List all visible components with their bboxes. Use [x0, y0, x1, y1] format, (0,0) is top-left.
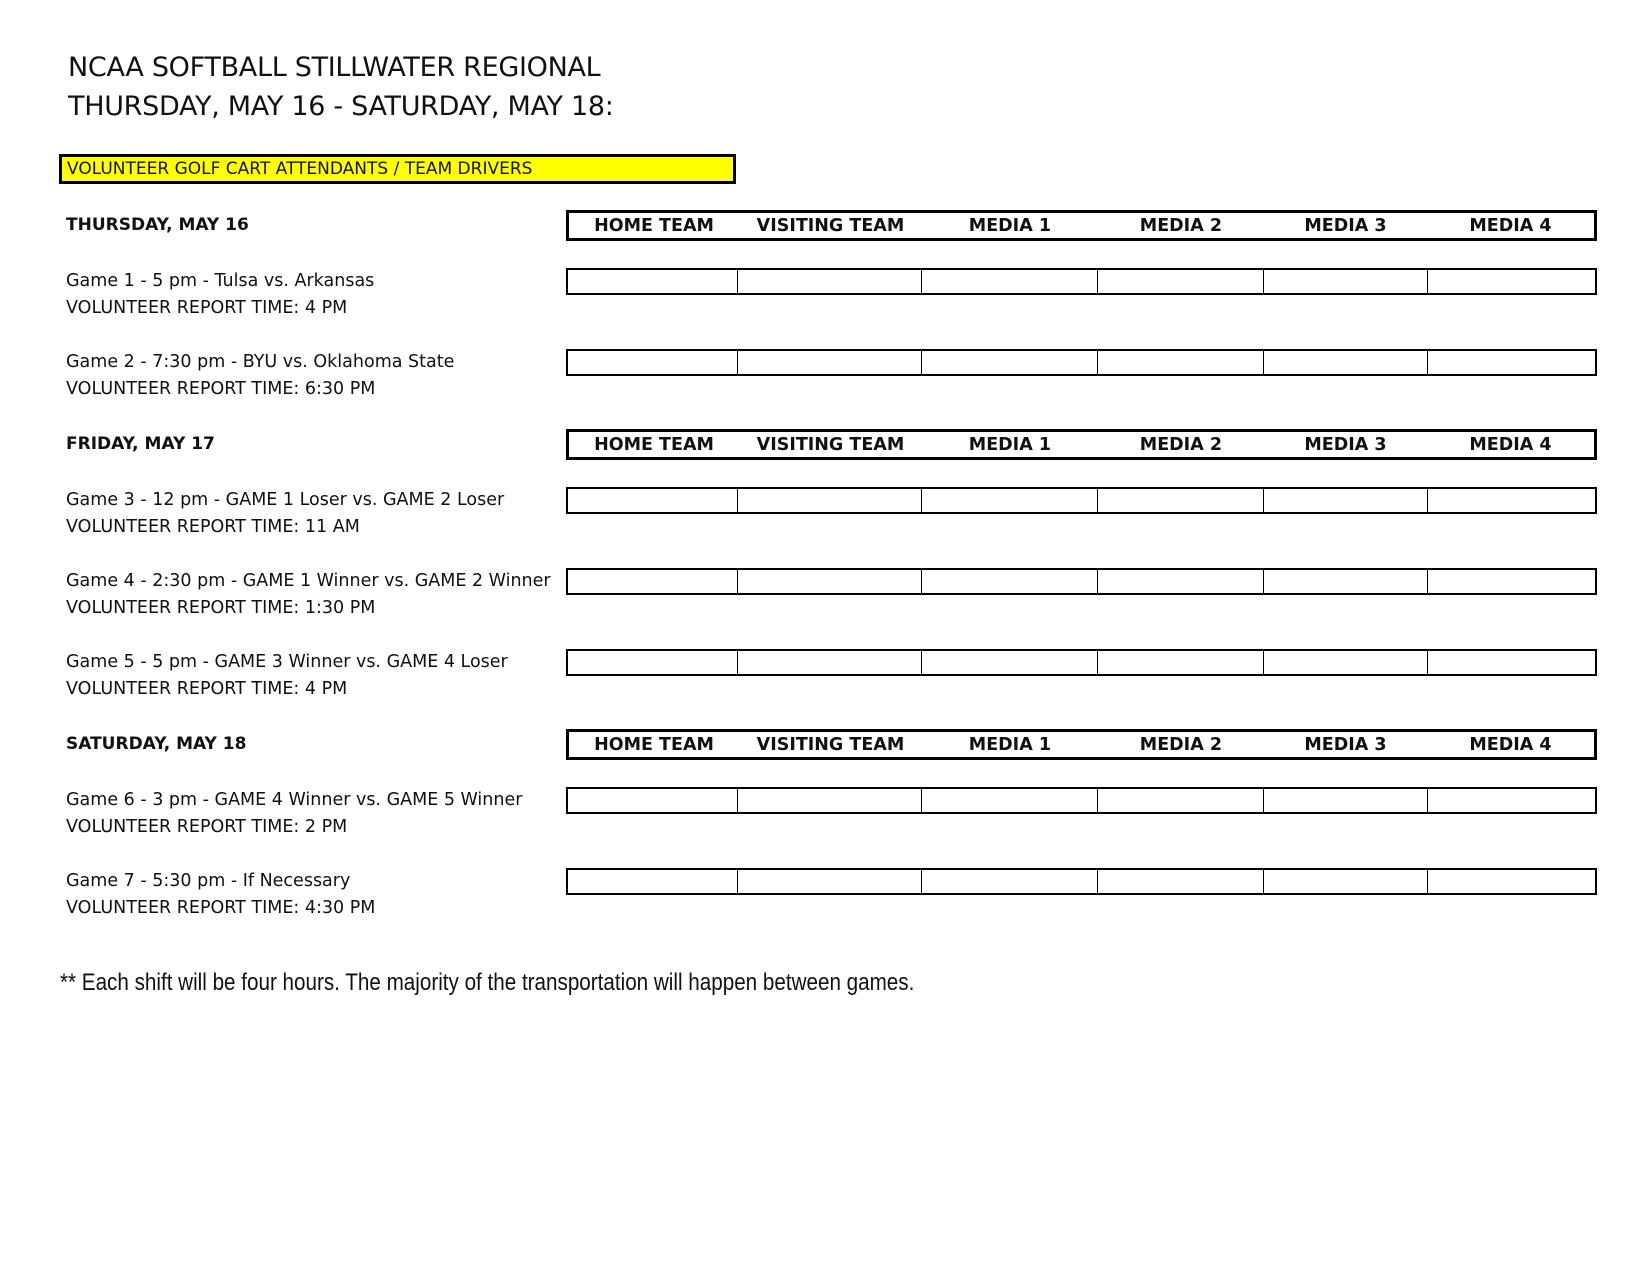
column-header-home-team: HOME TEAM — [594, 734, 714, 755]
game-label — [66, 787, 522, 841]
signup-cell-media-3[interactable] — [1264, 570, 1427, 593]
signup-row — [566, 487, 1597, 514]
game-label — [66, 268, 374, 322]
volunteer-role-banner: VOLUNTEER GOLF CART ATTENDANTS / TEAM DRIVERS — [59, 154, 736, 184]
signup-cell-media-4[interactable] — [1428, 789, 1595, 812]
game-title: Game 3 - 12 pm - GAME 1 Loser vs. GAME 2 Loser — [66, 490, 505, 510]
game-label — [66, 568, 551, 622]
column-header-media-2: MEDIA 2 — [1139, 215, 1223, 236]
signup-cell-media-2[interactable] — [1098, 789, 1264, 812]
report-time: VOLUNTEER REPORT TIME: 11 AM — [66, 517, 360, 537]
page-title: NCAA SOFTBALL STILLWATER REGIONAL — [68, 52, 601, 83]
signup-cell-visiting-team[interactable] — [738, 351, 921, 374]
report-time: VOLUNTEER REPORT TIME: 2 PM — [66, 817, 348, 837]
day-label-thursday: THURSDAY, MAY 16 — [66, 215, 249, 235]
signup-cell-media-4[interactable] — [1428, 270, 1595, 293]
signup-cell-media-4[interactable] — [1428, 489, 1595, 512]
game-label — [66, 349, 454, 403]
signup-row — [566, 868, 1597, 895]
signup-row — [566, 787, 1597, 814]
column-header-home-team: HOME TEAM — [594, 215, 714, 236]
footnote: ** Each shift will be four hours. The majority of the transportation will happen between games. — [60, 969, 915, 996]
signup-cell-media-1[interactable] — [922, 570, 1098, 593]
signup-cell-media-2[interactable] — [1098, 651, 1264, 674]
signup-cell-home-team[interactable] — [568, 570, 738, 593]
signup-cell-media-2[interactable] — [1098, 870, 1264, 893]
signup-cell-media-1[interactable] — [922, 789, 1098, 812]
signup-cell-home-team[interactable] — [568, 270, 738, 293]
signup-cell-media-2[interactable] — [1098, 270, 1264, 293]
column-header-row — [566, 429, 1597, 460]
signup-cell-visiting-team[interactable] — [738, 489, 921, 512]
column-header-visiting-team: VISITING TEAM — [756, 215, 905, 236]
signup-cell-media-4[interactable] — [1428, 570, 1595, 593]
signup-cell-visiting-team[interactable] — [738, 570, 921, 593]
report-time: VOLUNTEER REPORT TIME: 6:30 PM — [66, 379, 376, 399]
column-header-visiting-team: VISITING TEAM — [756, 434, 905, 455]
column-header-media-3: MEDIA 3 — [1304, 434, 1387, 455]
day-label-friday: FRIDAY, MAY 17 — [66, 434, 215, 454]
column-header-row — [566, 210, 1597, 241]
signup-cell-visiting-team[interactable] — [738, 270, 921, 293]
signup-cell-media-3[interactable] — [1264, 651, 1427, 674]
signup-cell-home-team[interactable] — [568, 489, 738, 512]
column-header-home-team: HOME TEAM — [594, 434, 714, 455]
day-label-saturday: SATURDAY, MAY 18 — [66, 734, 247, 754]
signup-cell-media-4[interactable] — [1428, 651, 1595, 674]
signup-row — [566, 568, 1597, 595]
column-header-media-1: MEDIA 1 — [968, 215, 1052, 236]
game-title: Game 5 - 5 pm - GAME 3 Winner vs. GAME 4 Loser — [66, 652, 508, 672]
report-time: VOLUNTEER REPORT TIME: 4 PM — [66, 298, 348, 318]
signup-cell-media-2[interactable] — [1098, 489, 1264, 512]
signup-cell-visiting-team[interactable] — [738, 870, 921, 893]
signup-cell-media-2[interactable] — [1098, 351, 1264, 374]
column-header-media-4: MEDIA 4 — [1469, 434, 1552, 455]
game-label — [66, 868, 375, 922]
report-time: VOLUNTEER REPORT TIME: 1:30 PM — [66, 598, 376, 618]
signup-cell-media-4[interactable] — [1428, 351, 1595, 374]
column-header-media-1: MEDIA 1 — [968, 434, 1052, 455]
game-title: Game 6 - 3 pm - GAME 4 Winner vs. GAME 5 Winner — [66, 790, 523, 810]
signup-cell-media-1[interactable] — [922, 489, 1098, 512]
column-header-media-1: MEDIA 1 — [968, 734, 1052, 755]
signup-cell-visiting-team[interactable] — [738, 651, 921, 674]
report-time: VOLUNTEER REPORT TIME: 4:30 PM — [66, 898, 376, 918]
signup-cell-media-1[interactable] — [922, 651, 1098, 674]
game-title: Game 1 - 5 pm - Tulsa vs. Arkansas — [66, 271, 375, 291]
column-header-media-4: MEDIA 4 — [1469, 215, 1552, 236]
signup-cell-media-3[interactable] — [1264, 270, 1427, 293]
column-header-media-2: MEDIA 2 — [1139, 734, 1223, 755]
column-header-media-3: MEDIA 3 — [1304, 215, 1387, 236]
signup-cell-visiting-team[interactable] — [738, 789, 921, 812]
signup-cell-media-3[interactable] — [1264, 351, 1427, 374]
signup-cell-home-team[interactable] — [568, 789, 738, 812]
signup-cell-media-4[interactable] — [1428, 870, 1595, 893]
signup-cell-home-team[interactable] — [568, 870, 738, 893]
column-header-row — [566, 729, 1597, 760]
game-title: Game 7 - 5:30 pm - If Necessary — [66, 871, 351, 891]
column-header-visiting-team: VISITING TEAM — [756, 734, 905, 755]
column-header-media-2: MEDIA 2 — [1139, 434, 1223, 455]
game-label — [66, 487, 504, 541]
signup-cell-media-1[interactable] — [922, 270, 1098, 293]
game-title: Game 2 - 7:30 pm - BYU vs. Oklahoma State — [66, 352, 455, 372]
signup-cell-home-team[interactable] — [568, 651, 738, 674]
signup-cell-media-3[interactable] — [1264, 789, 1427, 812]
report-time: VOLUNTEER REPORT TIME: 4 PM — [66, 679, 348, 699]
game-title: Game 4 - 2:30 pm - GAME 1 Winner vs. GAME 2 Winner — [66, 571, 551, 591]
column-header-media-3: MEDIA 3 — [1304, 734, 1387, 755]
page-subtitle-dates: THURSDAY, MAY 16 - SATURDAY, MAY 18: — [68, 91, 614, 122]
game-label — [66, 649, 508, 703]
signup-cell-media-2[interactable] — [1098, 570, 1264, 593]
signup-row — [566, 349, 1597, 376]
signup-row — [566, 649, 1597, 676]
signup-cell-media-1[interactable] — [922, 870, 1098, 893]
signup-row — [566, 268, 1597, 295]
signup-cell-media-3[interactable] — [1264, 870, 1427, 893]
signup-cell-home-team[interactable] — [568, 351, 738, 374]
column-header-media-4: MEDIA 4 — [1469, 734, 1552, 755]
signup-cell-media-1[interactable] — [922, 351, 1098, 374]
signup-cell-media-3[interactable] — [1264, 489, 1427, 512]
